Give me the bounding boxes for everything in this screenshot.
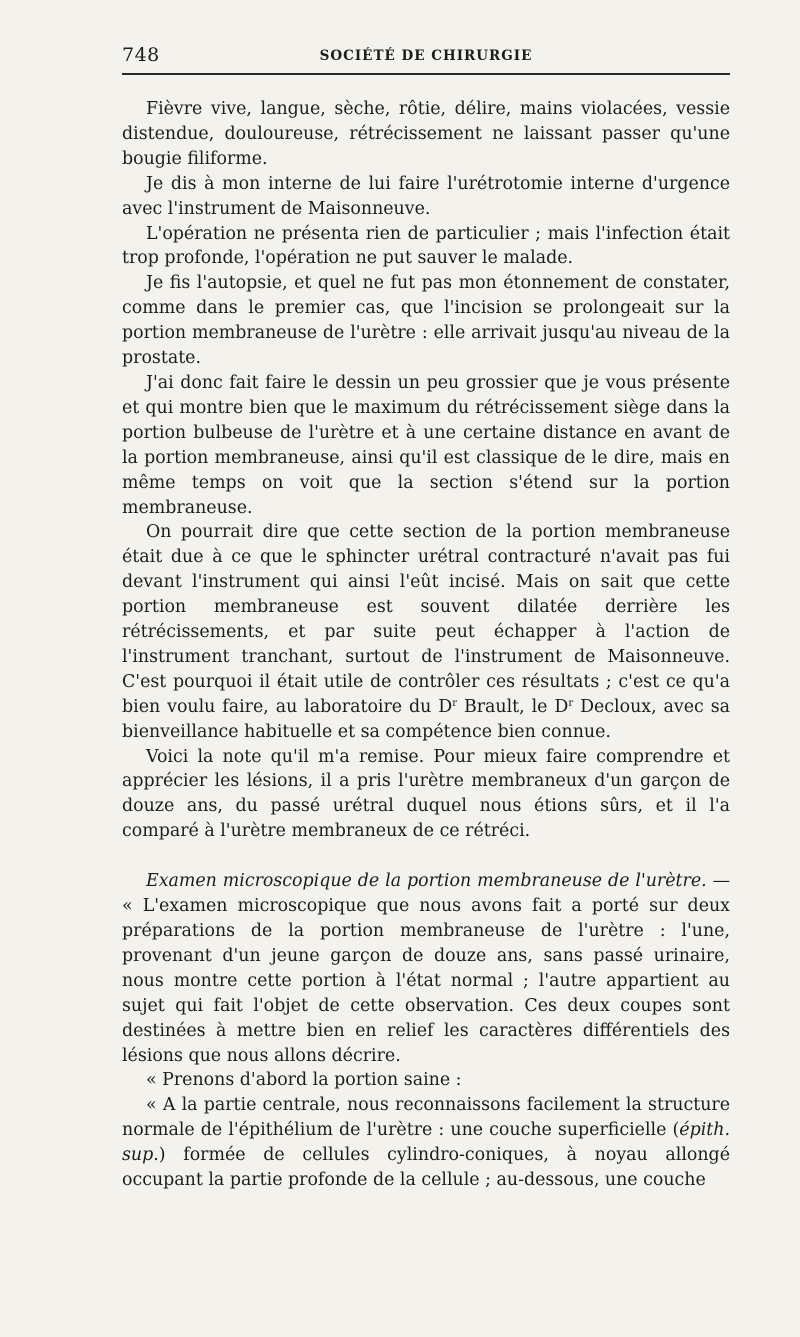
journal-title: SOCIÉTÉ DE CHIRURGIE — [319, 48, 533, 64]
paragraph-text: Brault, le D — [457, 696, 569, 717]
body-text — [122, 97, 730, 1193]
section-paragraph — [122, 869, 730, 1068]
paragraph — [122, 1093, 730, 1193]
paragraph: Fièvre vive, langue, sèche, rôtie, délire, mains violacées, vessie distendue, douloureuse, rétrécissement ne laissant passer qu'une bougie filiforme. — [122, 99, 730, 169]
page-number: 748 — [122, 44, 160, 66]
superscript: r — [568, 697, 574, 709]
header-rule — [122, 73, 730, 75]
paragraph: « Prenons d'abord la portion saine : — [146, 1070, 462, 1091]
paragraph-text: — « L'examen microscopique que nous avons fait a porté sur deux préparations de la portion membraneuse de l'urètre : l'une, provenant d'un jeune garçon de douze ans, sans passé urinaire, nous montre cette portion à l'état normal ; l'autre appartient au sujet qui fait l'objet de cette observation. Ces deux coupes sont destinées à mettre bien en relief les caractères différentiels des lésions que nous allons décrire. — [122, 871, 730, 1066]
paragraph-text: On pourrait dire que cette section de la portion membraneuse était due à ce que le sphincter urétral contracturé n'avait pas fui devant l'instrument qui ainsi l'eût incisé. Mais on sait que cette portion membraneuse est souvent dilatée derrière les rétrécissements, et par suite peut échapper à l'action de l'instrument tranchant, surtout de l'instrument de Maisonneuve. C'est pourquoi il était utile de contrôler ces résultats ; c'est ce qu'a bien voulu faire, au laboratoire du D — [122, 522, 730, 717]
abbreviation: épith. sup. — [122, 1120, 730, 1166]
paragraph: J'ai donc fait faire le dessin un peu grossier que je vous présente et qui montre bien que le maximum du rétrécissement siège dans la portion bulbeuse de l'urètre et à une certaine distance en avant de la portion membraneuse, ainsi qu'il est classique de le dire, mais en même temps on voit que la section s'étend sur la portion membraneuse. — [122, 372, 730, 518]
paragraph: Je fis l'autopsie, et quel ne fut pas mon étonnement de constater, comme dans le premier cas, que l'incision se prolongeait sur la portion membraneuse de l'urètre : elle arrivait jusqu'au niveau de la prostate. — [122, 273, 730, 369]
section-heading: Examen microscopique de la portion membraneuse de l'urètre. — [146, 871, 707, 892]
paragraph: L'opération ne présenta rien de particulier ; mais l'infection était trop profonde, l'opération ne put sauver le malade. — [122, 223, 730, 269]
paragraph-text: Decloux, avec sa bienveillance habituelle et sa compétence bien connue. — [122, 696, 730, 742]
paragraph-text: ) formée de cellules cylindro-coniques, à noyau allongé occupant la partie profonde de la cellule ; au-dessous, une couche — [122, 1145, 730, 1191]
paragraph — [122, 520, 730, 744]
superscript: r — [452, 697, 458, 709]
paragraph: Voici la note qu'il m'a remise. Pour mieux faire comprendre et apprécier les lésions, il a pris l'urètre membraneux d'un garçon de douze ans, du passé urétral duquel nous étions sûrs, et il l'a comparé à l'urètre membraneux de ce rétréci. — [122, 746, 730, 842]
paragraph-text: « A la partie centrale, nous reconnaissons facilement la structure normale de l'épithélium de l'urètre : une couche superficielle ( — [122, 1095, 730, 1141]
running-head — [122, 44, 730, 72]
paragraph: Je dis à mon interne de lui faire l'urétrotomie interne d'urgence avec l'instrument de Maisonneuve. — [122, 173, 730, 219]
